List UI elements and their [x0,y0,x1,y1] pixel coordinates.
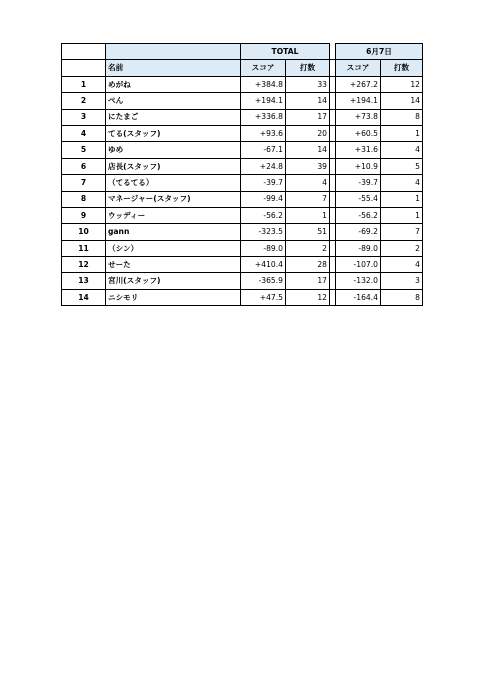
day-count: 1 [381,191,423,207]
total-count: 14 [286,142,330,158]
day-score: +73.8 [336,109,381,125]
header-row-groups [62,44,423,60]
player-name: 宮川(スタッフ) [106,273,241,289]
day-count: 8 [381,289,423,305]
total-count: 17 [286,109,330,125]
day-score: +10.9 [336,158,381,174]
table-row [62,240,423,256]
player-name: てる(スタッフ) [106,125,241,141]
row-number: 7 [62,175,106,191]
total-score: -365.9 [241,273,286,289]
score-sheet [61,43,423,306]
player-name: （シン） [106,240,241,256]
table-row [62,273,423,289]
day-score: -39.7 [336,175,381,191]
day-score: -55.4 [336,191,381,207]
day-count: 7 [381,224,423,240]
total-score: -99.4 [241,191,286,207]
player-name: 店長(スタッフ) [106,158,241,174]
header-name: 名前 [106,60,241,76]
header-total-count: 打数 [286,60,330,76]
row-number: 1 [62,76,106,92]
player-name: ウッディー [106,207,241,223]
table-row [62,289,423,305]
day-score: -107.0 [336,257,381,273]
total-count: 7 [286,191,330,207]
header-total: TOTAL [241,44,330,60]
day-count: 4 [381,257,423,273]
row-number: 14 [62,289,106,305]
day-count: 1 [381,207,423,223]
player-name: めがね [106,76,241,92]
day-count: 12 [381,76,423,92]
day-count: 4 [381,142,423,158]
table-row [62,191,423,207]
table-row [62,93,423,109]
day-score: +31.6 [336,142,381,158]
total-score: -323.5 [241,224,286,240]
day-score: -89.0 [336,240,381,256]
row-number: 9 [62,207,106,223]
player-name: （てるてる） [106,175,241,191]
day-count: 3 [381,273,423,289]
total-score: -67.1 [241,142,286,158]
total-score: +410.4 [241,257,286,273]
total-count: 4 [286,175,330,191]
row-number: 6 [62,158,106,174]
row-number: 2 [62,93,106,109]
header-name-group-cell [106,44,241,60]
total-count: 39 [286,158,330,174]
total-count: 17 [286,273,330,289]
total-count: 1 [286,207,330,223]
total-count: 28 [286,257,330,273]
header-day-count: 打数 [381,60,423,76]
day-count: 4 [381,175,423,191]
header-corner-cell [62,44,106,60]
total-score: -89.0 [241,240,286,256]
player-name: にたまご [106,109,241,125]
total-count: 51 [286,224,330,240]
total-count: 2 [286,240,330,256]
day-count: 5 [381,158,423,174]
table-row [62,109,423,125]
table-row [62,207,423,223]
total-score: +93.6 [241,125,286,141]
header-total-score: スコア [241,60,286,76]
table-row [62,125,423,141]
row-number: 13 [62,273,106,289]
table-row [62,142,423,158]
day-score: -56.2 [336,207,381,223]
total-score: +336.8 [241,109,286,125]
total-score: +47.5 [241,289,286,305]
player-name: gann [106,224,241,240]
row-number: 5 [62,142,106,158]
table-row [62,257,423,273]
total-count: 20 [286,125,330,141]
total-count: 14 [286,93,330,109]
total-score: +384.8 [241,76,286,92]
player-name: ゆめ [106,142,241,158]
player-name: せーた [106,257,241,273]
total-score: +24.8 [241,158,286,174]
score-table [61,43,423,306]
row-number: 10 [62,224,106,240]
day-count: 14 [381,93,423,109]
row-number: 3 [62,109,106,125]
total-score: -39.7 [241,175,286,191]
header-date: 6月7日 [336,44,423,60]
row-number: 12 [62,257,106,273]
day-score: +267.2 [336,76,381,92]
player-name: ニシモリ [106,289,241,305]
day-score: -69.2 [336,224,381,240]
day-count: 1 [381,125,423,141]
total-score: +194.1 [241,93,286,109]
table-row [62,158,423,174]
header-num-cell [62,60,106,76]
day-score: -164.4 [336,289,381,305]
table-row [62,76,423,92]
day-count: 8 [381,109,423,125]
total-count: 33 [286,76,330,92]
header-row-columns [62,60,423,76]
table-row [62,175,423,191]
table-row [62,224,423,240]
day-count: 2 [381,240,423,256]
day-score: -132.0 [336,273,381,289]
total-count: 12 [286,289,330,305]
player-name: マネージャー(スタッフ) [106,191,241,207]
row-number: 11 [62,240,106,256]
day-score: +60.5 [336,125,381,141]
row-number: 4 [62,125,106,141]
player-name: ぺん [106,93,241,109]
header-day-score: スコア [336,60,381,76]
row-number: 8 [62,191,106,207]
day-score: +194.1 [336,93,381,109]
total-score: -56.2 [241,207,286,223]
